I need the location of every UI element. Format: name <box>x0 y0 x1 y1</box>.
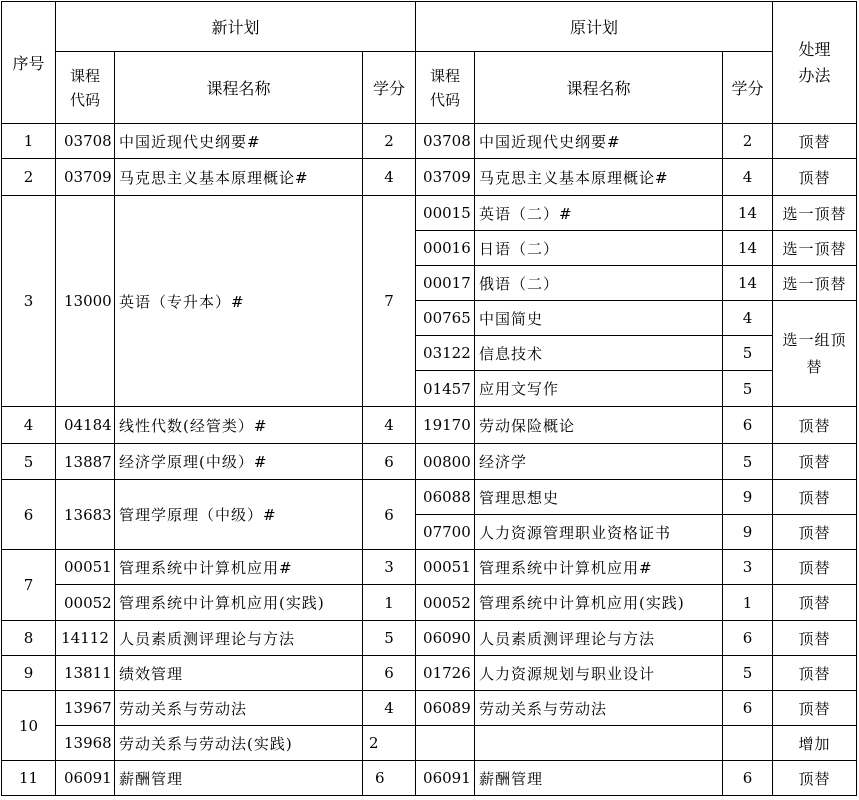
old-code-cell: 00052 <box>416 585 475 621</box>
new-code-cell: 13683 <box>56 480 115 550</box>
old-name-cell: 马克思主义基本原理概论# <box>475 159 723 196</box>
new-credit-cell: 6 <box>363 480 416 550</box>
action-cell: 顶替 <box>773 480 857 515</box>
seq-cell: 10 <box>2 691 56 761</box>
seq-cell: 1 <box>2 124 56 159</box>
table-row <box>2 159 857 196</box>
old-name-cell: 应用文写作 <box>475 371 723 407</box>
old-code-cell: 06089 <box>416 691 475 726</box>
new-name-cell: 人员素质测评理论与方法 <box>115 621 363 656</box>
action-cell: 顶替 <box>773 124 857 159</box>
new-credit-cell: 2 <box>363 124 416 159</box>
action-cell: 顶替 <box>773 621 857 656</box>
old-credit-cell: 9 <box>723 480 773 515</box>
seq-cell: 3 <box>2 196 56 407</box>
old-name-cell: 人力资源管理职业资格证书 <box>475 515 723 550</box>
old-code-cell: 00017 <box>416 266 475 301</box>
new-code-cell: 14112 <box>56 621 115 656</box>
old-code-cell: 06091 <box>416 761 475 796</box>
header-new-credit: 学分 <box>363 52 416 124</box>
header-old-course-code: 课程代码 <box>416 52 475 124</box>
old-credit-cell: 1 <box>723 585 773 621</box>
new-credit-cell: 6 <box>363 761 416 796</box>
header-old-credit: 学分 <box>723 52 773 124</box>
action-cell: 选一顶替 <box>773 266 857 301</box>
seq-cell: 9 <box>2 656 56 691</box>
new-credit-cell: 6 <box>363 656 416 691</box>
table-row <box>2 124 857 159</box>
old-name-cell: 日语（二） <box>475 231 723 266</box>
old-credit-cell: 5 <box>723 336 773 371</box>
old-code-cell: 06088 <box>416 480 475 515</box>
old-name-cell: 中国近现代史纲要# <box>475 124 723 159</box>
seq-cell: 6 <box>2 480 56 550</box>
action-cell: 顶替 <box>773 656 857 691</box>
seq-cell: 8 <box>2 621 56 656</box>
new-code-cell: 13811 <box>56 656 115 691</box>
new-name-cell: 管理系统中计算机应用(实践) <box>115 585 363 621</box>
old-code-cell: 07700 <box>416 515 475 550</box>
old-credit-cell: 4 <box>723 301 773 336</box>
new-name-cell: 管理系统中计算机应用# <box>115 550 363 585</box>
action-cell: 增加 <box>773 726 857 761</box>
new-name-cell: 中国近现代史纲要# <box>115 124 363 159</box>
new-credit-cell: 6 <box>363 444 416 480</box>
seq-cell: 7 <box>2 550 56 621</box>
action-cell: 顶替 <box>773 550 857 585</box>
new-credit-cell: 7 <box>363 196 416 407</box>
old-name-cell: 经济学 <box>475 444 723 480</box>
old-name-cell: 劳动保险概论 <box>475 407 723 444</box>
old-name-cell: 劳动关系与劳动法 <box>475 691 723 726</box>
seq-cell: 4 <box>2 407 56 444</box>
new-code-cell: 00051 <box>56 550 115 585</box>
old-code-cell: 00016 <box>416 231 475 266</box>
table-row <box>2 621 857 656</box>
table-row <box>2 550 857 585</box>
old-name-cell: 信息技术 <box>475 336 723 371</box>
header-old-course-name: 课程名称 <box>475 52 723 124</box>
old-credit-cell: 6 <box>723 761 773 796</box>
table-row <box>2 480 857 515</box>
new-name-cell: 马克思主义基本原理概论# <box>115 159 363 196</box>
new-code-cell: 03708 <box>56 124 115 159</box>
action-cell: 顶替 <box>773 691 857 726</box>
new-credit-cell: 2 <box>363 726 416 761</box>
old-name-cell: 俄语（二） <box>475 266 723 301</box>
table-row <box>2 726 857 761</box>
old-credit-cell: 14 <box>723 231 773 266</box>
action-cell: 顶替 <box>773 159 857 196</box>
old-credit-cell: 5 <box>723 371 773 407</box>
action-cell: 顶替 <box>773 761 857 796</box>
old-code-cell: 01457 <box>416 371 475 407</box>
new-code-cell: 00052 <box>56 585 115 621</box>
old-code-cell: 19170 <box>416 407 475 444</box>
header-new-plan: 新计划 <box>56 2 416 52</box>
new-credit-cell: 4 <box>363 159 416 196</box>
new-code-cell: 13887 <box>56 444 115 480</box>
new-code-cell: 06091 <box>56 761 115 796</box>
group-action-cell: 选一组顶替 <box>773 301 857 407</box>
header-seq: 序号 <box>2 2 56 124</box>
course-replacement-table <box>1 1 857 796</box>
seq-cell: 11 <box>2 761 56 796</box>
header-new-course-code: 课程代码 <box>56 52 115 124</box>
new-name-cell: 劳动关系与劳动法 <box>115 691 363 726</box>
table-row <box>2 444 857 480</box>
old-code-cell: 03709 <box>416 159 475 196</box>
action-cell: 顶替 <box>773 585 857 621</box>
action-cell: 选一顶替 <box>773 231 857 266</box>
old-credit-cell <box>723 726 773 761</box>
old-credit-cell: 14 <box>723 196 773 231</box>
old-code-cell: 00765 <box>416 301 475 336</box>
action-cell: 顶替 <box>773 407 857 444</box>
new-name-cell: 绩效管理 <box>115 656 363 691</box>
header-new-course-name: 课程名称 <box>115 52 363 124</box>
old-code-cell: 00800 <box>416 444 475 480</box>
seq-cell: 5 <box>2 444 56 480</box>
new-credit-cell: 5 <box>363 621 416 656</box>
old-credit-cell: 4 <box>723 159 773 196</box>
new-code-cell: 03709 <box>56 159 115 196</box>
old-name-cell: 薪酬管理 <box>475 761 723 796</box>
new-credit-cell: 4 <box>363 691 416 726</box>
table-row <box>2 196 857 231</box>
new-name-cell: 线性代数(经管类）# <box>115 407 363 444</box>
action-cell: 选一顶替 <box>773 196 857 231</box>
header-handling: 处理办法 <box>773 2 857 124</box>
old-code-cell: 03708 <box>416 124 475 159</box>
new-credit-cell: 4 <box>363 407 416 444</box>
header-old-plan: 原计划 <box>416 2 773 52</box>
new-code-cell: 13968 <box>56 726 115 761</box>
old-name-cell: 人员素质测评理论与方法 <box>475 621 723 656</box>
new-name-cell: 劳动关系与劳动法(实践) <box>115 726 363 761</box>
table-row <box>2 691 857 726</box>
old-code-cell: 01726 <box>416 656 475 691</box>
table-row <box>2 407 857 444</box>
old-credit-cell: 9 <box>723 515 773 550</box>
old-name-cell: 管理思想史 <box>475 480 723 515</box>
action-cell: 顶替 <box>773 515 857 550</box>
new-name-cell: 经济学原理(中级）# <box>115 444 363 480</box>
new-credit-cell: 1 <box>363 585 416 621</box>
table-row <box>2 656 857 691</box>
old-credit-cell: 5 <box>723 444 773 480</box>
old-name-cell: 管理系统中计算机应用# <box>475 550 723 585</box>
old-name-cell: 管理系统中计算机应用(实践) <box>475 585 723 621</box>
new-credit-cell: 3 <box>363 550 416 585</box>
old-code-cell <box>416 726 475 761</box>
old-name-cell: 人力资源规划与职业设计 <box>475 656 723 691</box>
old-code-cell: 06090 <box>416 621 475 656</box>
old-name-cell <box>475 726 723 761</box>
new-code-cell: 13000 <box>56 196 115 407</box>
action-cell: 顶替 <box>773 444 857 480</box>
old-credit-cell: 3 <box>723 550 773 585</box>
table-row <box>2 585 857 621</box>
old-code-cell: 00015 <box>416 196 475 231</box>
old-credit-cell: 6 <box>723 691 773 726</box>
old-name-cell: 中国简史 <box>475 301 723 336</box>
seq-cell: 2 <box>2 159 56 196</box>
new-name-cell: 管理学原理（中级）# <box>115 480 363 550</box>
new-code-cell: 04184 <box>56 407 115 444</box>
new-name-cell: 薪酬管理 <box>115 761 363 796</box>
old-credit-cell: 6 <box>723 407 773 444</box>
old-code-cell: 00051 <box>416 550 475 585</box>
new-name-cell: 英语（专升本）# <box>115 196 363 407</box>
old-credit-cell: 2 <box>723 124 773 159</box>
old-credit-cell: 6 <box>723 621 773 656</box>
old-name-cell: 英语（二）# <box>475 196 723 231</box>
table-row <box>2 761 857 796</box>
old-credit-cell: 5 <box>723 656 773 691</box>
old-code-cell: 03122 <box>416 336 475 371</box>
old-credit-cell: 14 <box>723 266 773 301</box>
new-code-cell: 13967 <box>56 691 115 726</box>
